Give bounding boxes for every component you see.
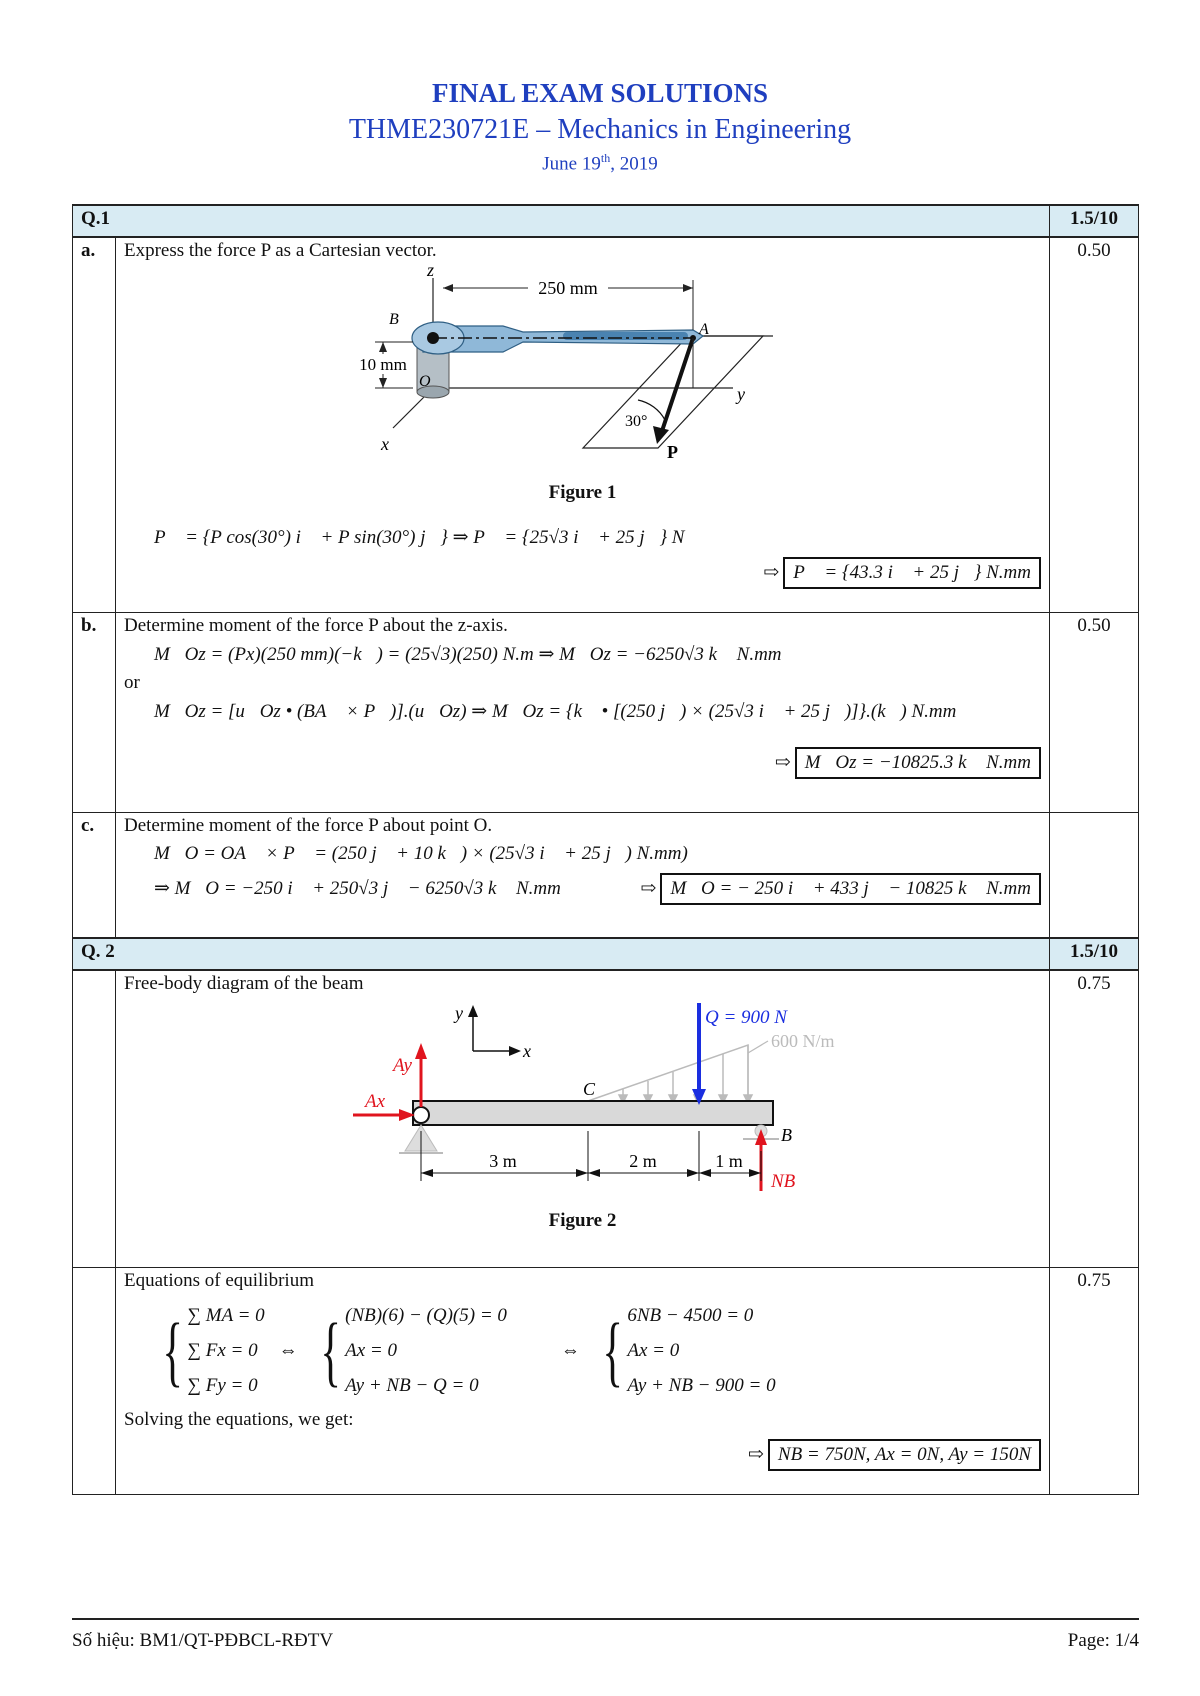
q1b-letter: b. xyxy=(73,613,116,813)
q1c-letter: c. xyxy=(73,813,116,939)
angle-label: 30° xyxy=(624,413,647,430)
result-arrow-icon: ⇨ xyxy=(763,562,780,583)
eq-moment: (NB)(6) − (Q)(5) = 0 xyxy=(345,1305,507,1326)
point-a-label: A xyxy=(698,321,709,338)
q2-equilibrium-points: 0.75 xyxy=(1050,1268,1139,1495)
eq-fy: Ay + NB − Q = 0 xyxy=(345,1375,479,1396)
q1-label: Q.1 xyxy=(73,205,1050,237)
q1b-or: or xyxy=(124,672,140,693)
dim-1m-label: 1 m xyxy=(714,1151,743,1171)
point-c-label: C xyxy=(582,1079,595,1099)
fbd-y-label: y xyxy=(454,1003,463,1023)
exam-title: FINAL EXAM SOLUTIONS xyxy=(431,78,769,108)
q2-fbd-content xyxy=(116,970,1050,1268)
eq-ax-num: Ax = 0 xyxy=(627,1340,680,1361)
axis-x-label: x xyxy=(380,434,389,454)
force-q-label: Q = 900 N xyxy=(704,1007,787,1028)
course-title: THME230721E – Mechanics in Engineering xyxy=(348,114,852,145)
q1a-question: Express the force P as a Cartesian vector. xyxy=(124,240,437,261)
q2-fbd-text: Free-body diagram of the beam xyxy=(124,973,364,994)
reaction-ay-label: Ay xyxy=(392,1055,412,1076)
exam-date: June 19th, 2019 xyxy=(542,151,658,175)
dim-10-label: 10 mm xyxy=(358,355,407,374)
point-b-label: B xyxy=(388,311,399,328)
eq-sum-fx: ∑ Fx = 0 xyxy=(187,1340,258,1361)
dim-2m-label: 2 m xyxy=(628,1151,657,1171)
q1b-points: 0.50 xyxy=(1050,613,1139,813)
q1c-equation-2: ⇒ M⃗O = −250 i⃗ + 250√3 j⃗ − 6250√3 k⃗ N.mm xyxy=(154,878,561,899)
iff-symbol-2: ⇔ xyxy=(560,1339,580,1361)
q1a-answer-box: P⃗ = {43.3 i⃗ + 25 j⃗} N.mm xyxy=(783,557,1041,589)
reaction-nb-label: NB xyxy=(770,1171,795,1192)
equilibrium-heading: Equations of equilibrium xyxy=(124,1270,314,1291)
fbd-x-label: x xyxy=(522,1041,531,1061)
equilibrium-system: { ∑ MA = 0 ∑ Fx = 0 ∑ Fy = 0 ⇔ { (NB)(6) − (Q)(5) = 0 Ax = 0 Ay + NB − Q = 0 ⇔ { 6NB − 4500 = 0 Ax = 0 Ay + NB − 900 = 0 xyxy=(154,1298,1041,1403)
q2-label: Q. 2 xyxy=(73,938,1050,970)
q1a-points: 0.50 xyxy=(1050,237,1139,613)
q1a-content xyxy=(116,237,1050,613)
q1b-row xyxy=(73,613,1139,813)
point-o-label: O xyxy=(418,373,431,390)
figure-2-caption: Figure 2 xyxy=(548,1210,617,1231)
distributed-load-label: 600 N/m xyxy=(770,1031,835,1051)
eq-fy-num: Ay + NB − 900 = 0 xyxy=(627,1375,776,1396)
solutions-table xyxy=(72,204,1139,1495)
eq-sum-fy: ∑ Fy = 0 xyxy=(187,1375,258,1396)
q2-equilibrium-row xyxy=(73,1268,1139,1495)
q1-points: 1.5/10 xyxy=(1050,205,1139,237)
figure-1-caption: Figure 1 xyxy=(548,482,617,503)
q2-points: 1.5/10 xyxy=(1050,938,1139,970)
q1b-equation-2: M⃗Oz = [u⃗Oz • (BA⃗ × P⃗)].(u⃗Oz) ⇒ M⃗Oz = {k⃗ • [(250 j⃗) × (25√3 i⃗ + 25 j⃗)]}.(k⃗) N.mm xyxy=(154,701,957,722)
dim-250-label: 250 mm xyxy=(537,278,598,298)
axis-z-label: z xyxy=(426,260,434,280)
q2-equilibrium-content xyxy=(116,1268,1050,1495)
iff-symbol: ⇔ xyxy=(278,1339,298,1361)
q1b-question: Determine moment of the force P about the z-axis. xyxy=(124,615,508,636)
q1c-content xyxy=(116,813,1050,939)
q1b-equation-1: M⃗Oz = (Px)(250 mm)(−k⃗) = (25√3)(250) N.m ⇒ M⃗Oz = −6250√3 k⃗ N.mm xyxy=(154,644,782,665)
dim-3m-label: 3 m xyxy=(488,1151,517,1171)
q1-header-row xyxy=(73,205,1139,237)
q1a-row xyxy=(73,237,1139,613)
result-arrow-icon: ⇨ xyxy=(640,877,657,899)
page-footer xyxy=(72,1618,1139,1652)
force-p-label: P xyxy=(666,442,678,462)
eq-moment-num: 6NB − 4500 = 0 xyxy=(627,1305,754,1326)
result-arrow-icon: ⇨ xyxy=(747,1444,764,1465)
figure-1-wrench xyxy=(353,260,813,478)
page-number: Page: 1/4 xyxy=(1067,1630,1139,1651)
q1c-question: Determine moment of the force P about point O. xyxy=(124,815,493,836)
document-code: Số hiệu: BM1/QT-PĐBCL-RĐTV xyxy=(72,1630,334,1651)
eq-sum-ma: ∑ MA = 0 xyxy=(187,1305,265,1326)
eq-ax: Ax = 0 xyxy=(345,1340,397,1361)
q2-fbd-row xyxy=(73,970,1139,1268)
q1b-answer-box: M⃗Oz = −10825.3 k⃗ N.mm xyxy=(795,747,1041,779)
q1a-letter: a. xyxy=(73,237,116,613)
q2-fbd-points: 0.75 xyxy=(1050,970,1139,1268)
q1c-answer-box: M⃗O = − 250 i⃗ + 433 j⃗ − 10825 k⃗ N.mm xyxy=(660,873,1041,905)
solving-text: Solving the equations, we get: xyxy=(124,1409,354,1430)
q1a-equation: P⃗ = {P cos(30°) i⃗ + P sin(30°) j⃗} ⇒ P⃗ = {25√3 i⃗ + 25 j⃗} N xyxy=(154,527,685,548)
point-b2-label: B xyxy=(780,1125,792,1145)
q1c-equation-1: M⃗O = OA⃗ × P⃗ = (250 j⃗ + 10 k⃗) × (25√3 i⃗ + 25 j⃗) N.mm) xyxy=(154,843,688,864)
q1b-content xyxy=(116,613,1050,813)
axis-y-label: y xyxy=(736,384,745,404)
q2-answer-box: NB = 750N, Ax = 0N, Ay = 150N xyxy=(768,1439,1041,1471)
q1c-row xyxy=(73,813,1139,939)
result-arrow-icon: ⇨ xyxy=(774,752,791,773)
reaction-ax-label: Ax xyxy=(364,1091,385,1112)
figure-2-beam xyxy=(343,1001,835,1206)
q2-header-row xyxy=(73,938,1139,970)
